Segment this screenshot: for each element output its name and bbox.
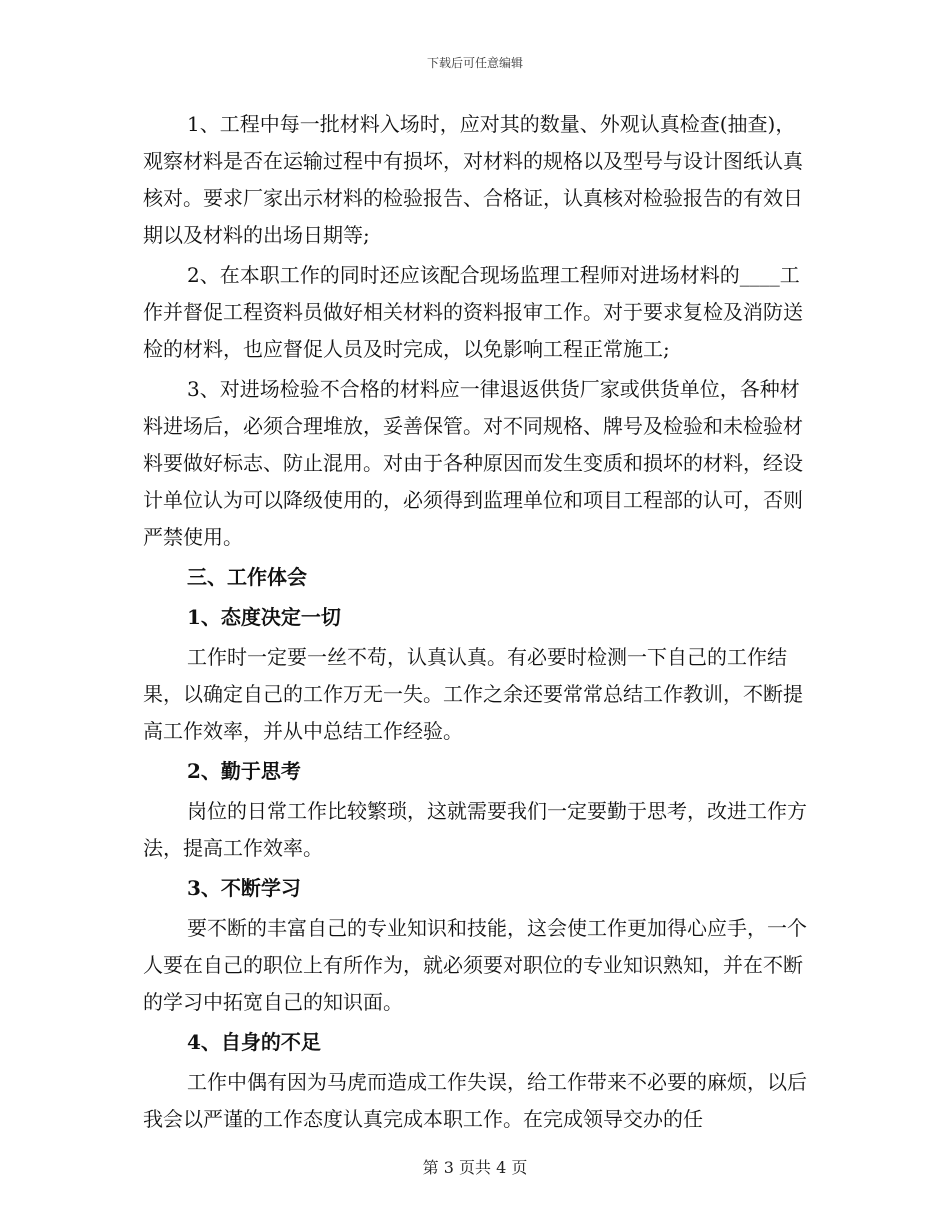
page-footer: 第 3 页共 4 页 <box>422 1158 528 1177</box>
paragraph-thinking: 岗位的日常工作比较繁琐，这就需要我们一定要勤于思考，改进工作方法，提高工作效率。 <box>143 799 807 860</box>
subheading-learning: 3、不断学习 <box>187 876 301 900</box>
document-body <box>143 106 808 1138</box>
page-header: 下载后可任意编辑 <box>426 56 523 70</box>
paragraph-supervision-coordination: 2、在本职工作的同时还应该配合现场监理工程师对进场材料的____工作并督促工程资料员做好相关材料的资料报审工作。对于要求复检及消防送检的材料，也应督促人员及时完成，以免影响工程正常施工; <box>143 263 803 361</box>
paragraph-learning: 要不断的丰富自己的专业知识和技能，这会使工作更加得心应手，一个人要在自己的职位上有所作为，就必须要对职位的专业知识熟知，并在不断的学习中拓宽自己的知识面。 <box>143 916 807 1014</box>
subheading-shortcomings: 4、自身的不足 <box>187 1030 321 1054</box>
paragraph-attitude: 工作时一定要一丝不苟，认真认真。有必要时检测一下自己的工作结果，以确定自己的工作万无一失。工作之余还要常常总结工作教训，不断提高工作效率，并从中总结工作经验。 <box>143 645 803 743</box>
subheading-attitude: 1、态度决定一切 <box>187 605 341 629</box>
subheading-thinking: 2、勤于思考 <box>187 759 301 783</box>
section-heading-work-experience: 三、工作体会 <box>187 565 307 589</box>
paragraph-material-inspection: 1、工程中每一批材料入场时，应对其的数量、外观认真检查(抽查)，观察材料是否在运输过程中有损坏，对材料的规格以及型号与设计图纸认真核对。要求厂家出示材料的检验报告、合格证，认真核对检验报告的有效日期以及材料的出场日期等; <box>143 112 803 247</box>
paragraph-shortcomings: 工作中偶有因为马虎而造成工作失误，给工作带来不必要的麻烦，以后我会以严谨的工作态度认真完成本职工作。在完成领导交办的任 <box>143 1070 807 1131</box>
paragraph-unqualified-materials: 3、对进场检验不合格的材料应一律退返供货厂家或供货单位，各种材料进场后，必须合理堆放，妥善保管。对不同规格、牌号及检验和未检验材料要做好标志、防止混用。对由于各种原因而发生变质和损坏的材料，经设计单位认为可以降级使用的，必须得到监理单位和项目工程部的认可，否则严禁使用。 <box>143 377 803 549</box>
